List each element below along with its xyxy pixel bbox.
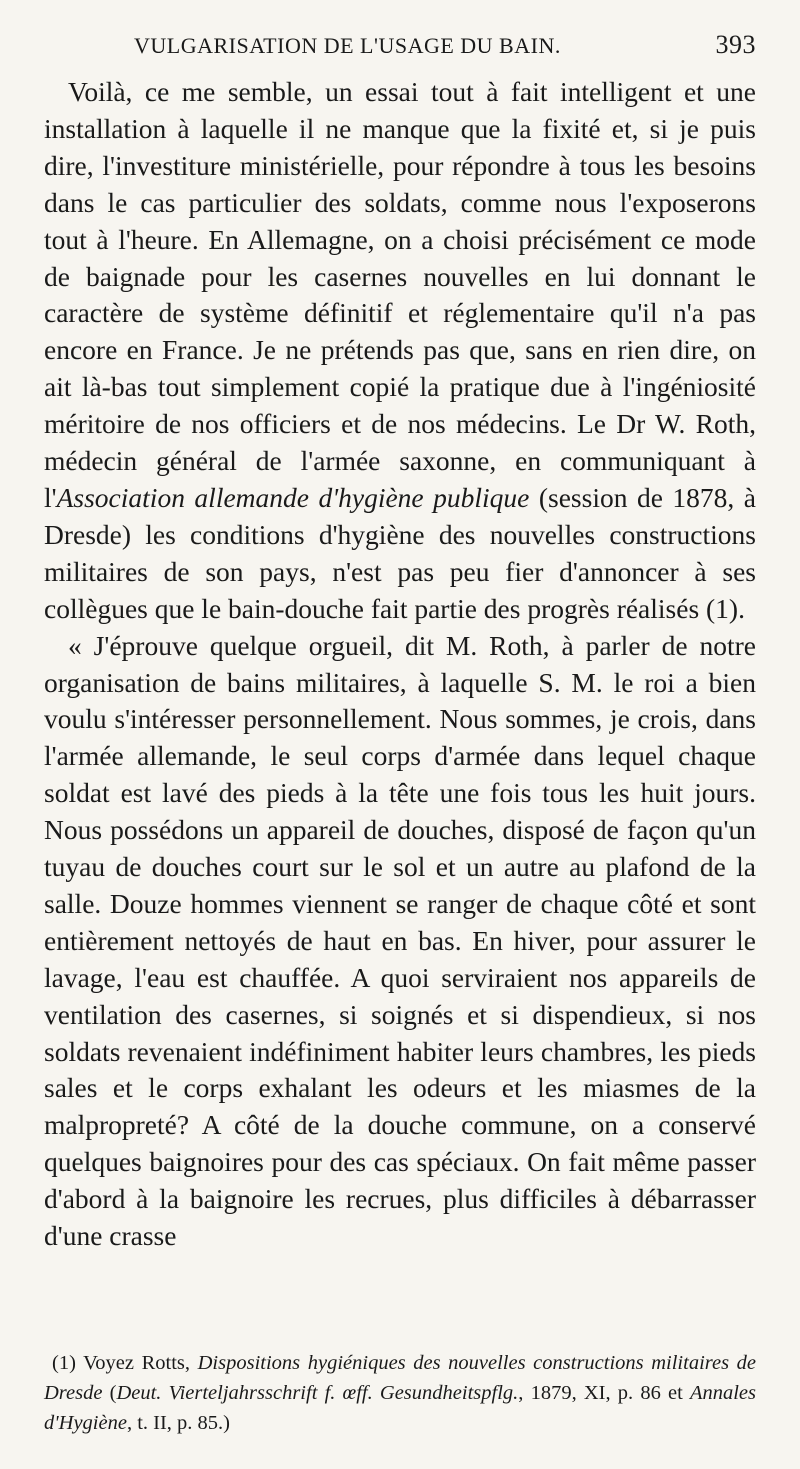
page-number: 393 bbox=[715, 30, 756, 59]
book-page bbox=[44, 30, 757, 1434]
footnote-text-c: , 1879, XI, p. 86 et bbox=[518, 1382, 690, 1404]
paragraph-1-italic: Association allemande d'hygiène publique bbox=[56, 481, 530, 513]
footnote-1 bbox=[44, 1348, 756, 1438]
running-title: VULGARISATION DE L'USAGE DU BAIN. bbox=[134, 33, 561, 58]
footnote-text-a: (1) Voyez Rotts, bbox=[52, 1352, 198, 1374]
running-header bbox=[44, 30, 756, 70]
footnote-italic-2: Deut. Vierteljahrsschrift f. œff. Gesundheitspflg. bbox=[116, 1382, 519, 1404]
paragraph-1-text-a: Voilà, ce me semble, un essai tout à fait intelligent et une installation à laquelle il ne manque que la fixité et, si je puis dire, l'investiture ministérielle, pour répondre à tous les besoins dans le cas particulier des soldats, comme nous l'exposerons tout à l'heure. En Allemagne, on a choisi précisément ce mode de baignade pour les casernes nouvelles en lui donnant le caractère de système définitif et réglementaire qu'il n'a pas encore en France. Je ne prétends pas que, sans en rien dire, on ait là-bas tout simplement copié la pratique due à l'ingéniosité méritoire de nos officiers et de nos médecins. Le Dr W. Roth, médecin général de l'armée saxonne, en communiquant à l' bbox=[44, 76, 756, 513]
footnote bbox=[44, 1348, 756, 1438]
paragraph-1 bbox=[44, 74, 756, 628]
footnote-text-b: ( bbox=[102, 1382, 117, 1404]
paragraph-2: « J'éprouve quelque orgueil, dit M. Roth, à parler de notre organisation de bains militaires, à laquelle S. M. le roi a bien voulu s'intéresser personnellement. Nous sommes, je crois, dans l'armée allemande, le seul corps d'armée dans lequel chaque soldat est lavé des pieds à la tête une fois tous les huit jours. Nous possédons un appareil de douches, disposé de façon qu'un tuyau de douches court sur le sol et un autre au plafond de la salle. Douze hommes viennent se ranger de chaque côté et sont entièrement nettoyés de haut en bas. En hiver, pour assurer le lavage, l'eau est chauffée. A quoi serviraient nos appareils de ventilation des casernes, si soignés et si dispendieux, si nos soldats revenaient indéfiniment habiter leurs chambres, les pieds sales et le corps exhalant les odeurs et les miasmes de la malpropreté? A côté de la douche commune, on a conservé quelques baignoires pour des cas spéciaux. On fait même passer d'abord à la baignoire les recrues, plus difficiles à débarrasser d'une crasse bbox=[44, 629, 756, 1252]
paragraph-1-text-b: (session de 1878, à Dresde) les conditions d'hygiène des nouvelles constructions militaires de son pays, n'est pas peu fier d'annoncer à ses collègues que le bain-douche fait partie des progrès réalisés (1). bbox=[44, 481, 756, 624]
footnote-italic-3: Annales d'Hygiène bbox=[44, 1382, 757, 1434]
body-text bbox=[44, 74, 756, 1255]
footnote-text-d: , t. II, p. 85.) bbox=[126, 1412, 230, 1434]
footnote-italic-1: Dispositions hygiéniques des nouvelles constructions militaires de Dresde bbox=[44, 1352, 757, 1404]
